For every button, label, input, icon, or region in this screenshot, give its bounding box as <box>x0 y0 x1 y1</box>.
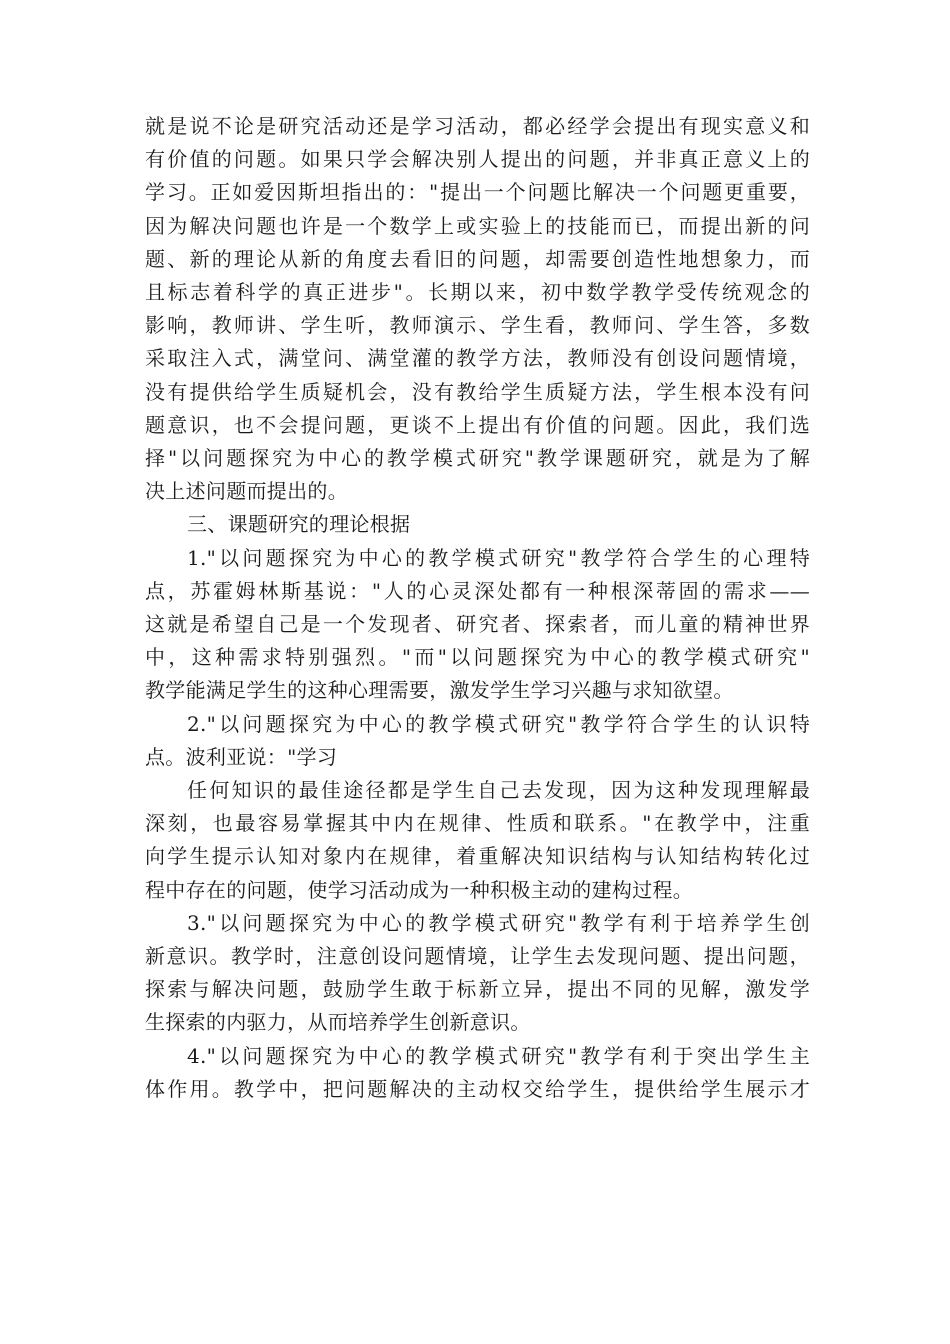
text-line: 题、新的理论从新的角度去看旧的问题，却需要创造性地想象力，而 <box>145 246 810 271</box>
text-line: 向学生提示认知对象内在规律，着重解决知识结构与认知结构转化过 <box>145 844 810 869</box>
text-line: 程中存在的问题，使学习活动成为一种积极主动的建构过程。 <box>145 877 694 902</box>
text-line: 决上述问题而提出的。 <box>145 479 348 504</box>
text-line: 点。波利亚说："学习 <box>145 744 338 769</box>
text-line: 3."以问题探究为中心的教学模式研究"教学有利于培养学生创 <box>187 910 810 935</box>
text-line: 影响，教师讲、学生听，教师演示、学生看，教师问、学生答，多数 <box>145 313 810 338</box>
text-line: 4."以问题探究为中心的教学模式研究"教学有利于突出学生主 <box>187 1043 810 1068</box>
text-line: 生探索的内驱力，从而培养学生创新意识。 <box>145 1010 531 1035</box>
text-line: 中，这种需求特别强烈。"而"以问题探究为中心的教学模式研究" <box>145 645 810 670</box>
text-line: 深刻，也最容易掌握其中内在规律、性质和联系。"在教学中，注重 <box>145 811 810 836</box>
text-line: 这就是希望自己是一个发现者、研究者、探索者，而儿童的精神世界 <box>145 612 810 636</box>
text-line: 2."以问题探究为中心的教学模式研究"教学符合学生的认识特 <box>187 711 810 736</box>
text-line: 且标志着科学的真正进步"。长期以来，初中数学教学受传统观念的 <box>145 280 810 304</box>
text-line: 新意识。教学时，注意创设问题情境，让学生去发现问题、提出问题， <box>145 944 810 968</box>
text-line: 采取注入式，满堂问、满堂灌的教学方法，教师没有创设问题情境， <box>145 346 810 371</box>
text-line: 题意识，也不会提问题，更谈不上提出有价值的问题。因此，我们选 <box>145 412 810 437</box>
text-line: 有价值的问题。如果只学会解决别人提出的问题，并非真正意义上的 <box>145 147 810 172</box>
text-line: 学习。正如爱因斯坦指出的："提出一个问题比解决一个问题更重要， <box>145 180 810 205</box>
text-line: 1."以问题探究为中心的教学模式研究"教学符合学生的心理特 <box>187 545 810 570</box>
text-line: 就是说不论是研究活动还是学习活动，都必经学会提出有现实意义和 <box>145 114 810 138</box>
text-line: 教学能满足学生的这种心理需要，激发学生学习兴趣与求知欲望。 <box>145 678 734 703</box>
text-line: 点，苏霍姆林斯基说："人的心灵深处都有一种根深蒂固的需求—— <box>145 578 810 603</box>
text-line: 择"以问题探究为中心的教学模式研究"教学课题研究，就是为了解 <box>145 446 810 470</box>
text-line: 三、课题研究的理论根据 <box>187 512 411 537</box>
text-line: 任何知识的最佳途径都是学生自己去发现，因为这种发现理解最 <box>187 778 810 802</box>
text-line: 没有提供给学生质疑机会，没有教给学生质疑方法，学生根本没有问 <box>145 379 810 404</box>
text-line: 因为解决问题也许是一个数学上或实验上的技能而已，而提出新的问 <box>145 213 810 238</box>
text-line: 体作用。教学中，把问题解决的主动权交给学生，提供给学生展示才 <box>145 1076 810 1101</box>
text-line: 探索与解决问题，鼓励学生敢于标新立异，提出不同的见解，激发学 <box>145 977 810 1002</box>
